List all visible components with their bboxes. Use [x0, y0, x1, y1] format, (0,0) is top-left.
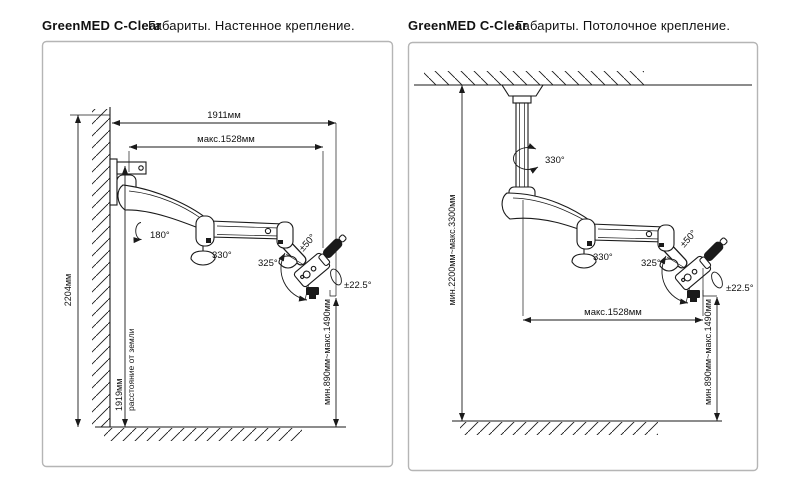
panel-caption-right: Габариты. Потолочное крепление.: [516, 18, 731, 33]
angle-joint1-label-right: 330°: [593, 252, 613, 263]
wall-mount-panel: [42, 18, 393, 467]
angle-joint1-label-left: 330°: [212, 250, 232, 261]
column-collar: [513, 96, 531, 103]
dim-note-ground: расстояние от земли: [126, 328, 136, 411]
floor-hatch-left: [104, 428, 302, 441]
dim-head-height-left: [322, 123, 336, 427]
dim-text-head-left: мин.890мм~макс.1490мм: [322, 299, 332, 405]
dim-text-1528-right: макс.1528мм: [584, 307, 642, 318]
dim-text-2204: 2204мм: [63, 273, 73, 307]
dim-total-reach: [112, 110, 336, 123]
floor-hatch-right: [460, 422, 658, 435]
wall-hatch: [92, 109, 110, 427]
angle-head-tilt-label-left: ±50°: [297, 232, 319, 255]
dim-text-1528-left: макс.1528мм: [197, 134, 255, 145]
angle-mount-label: 180°: [150, 230, 170, 241]
ceiling-plate: [502, 85, 543, 96]
product-title-left: GreenMED C-Clear: [42, 18, 162, 33]
angle-head-swivel-label-left: ±22.5°: [344, 280, 372, 291]
dim-height-range: [447, 85, 462, 421]
panel-caption-left: Габариты. Настенное крепление.: [148, 18, 355, 33]
spring-arm-left: [118, 185, 206, 231]
dim-text-head-right: мин.890мм~макс.1490мм: [703, 299, 713, 405]
angle-joint2-label-right: 325°: [641, 258, 661, 269]
product-title-right: GreenMED C-Clear: [408, 18, 528, 33]
angle-pole-label: 330°: [545, 155, 565, 166]
ceiling-hatch: [424, 71, 644, 85]
angle-joint2-label-left: 325°: [258, 258, 278, 269]
ceiling-column: [502, 85, 565, 203]
dim-text-height-range: мин.2200мм~макс.3300мм: [447, 194, 457, 306]
dim-text-1919: 1919мм: [114, 378, 124, 411]
mount-rotation-ellipse: [136, 223, 142, 240]
wall-plate: [110, 159, 117, 205]
ext-head-jog-right: [703, 290, 717, 296]
bracket-screw: [139, 166, 143, 170]
angle-head-tilt-label-right: ±50°: [678, 228, 700, 251]
angle-head-swivel-label-right: ±22.5°: [726, 283, 754, 294]
dim-text-1911: 1911мм: [207, 110, 241, 121]
dim-head-height-right: [703, 290, 717, 421]
column-tube: [516, 103, 528, 190]
ceiling-mount-panel: [408, 18, 758, 471]
ext-head-jog-left: [330, 290, 336, 296]
